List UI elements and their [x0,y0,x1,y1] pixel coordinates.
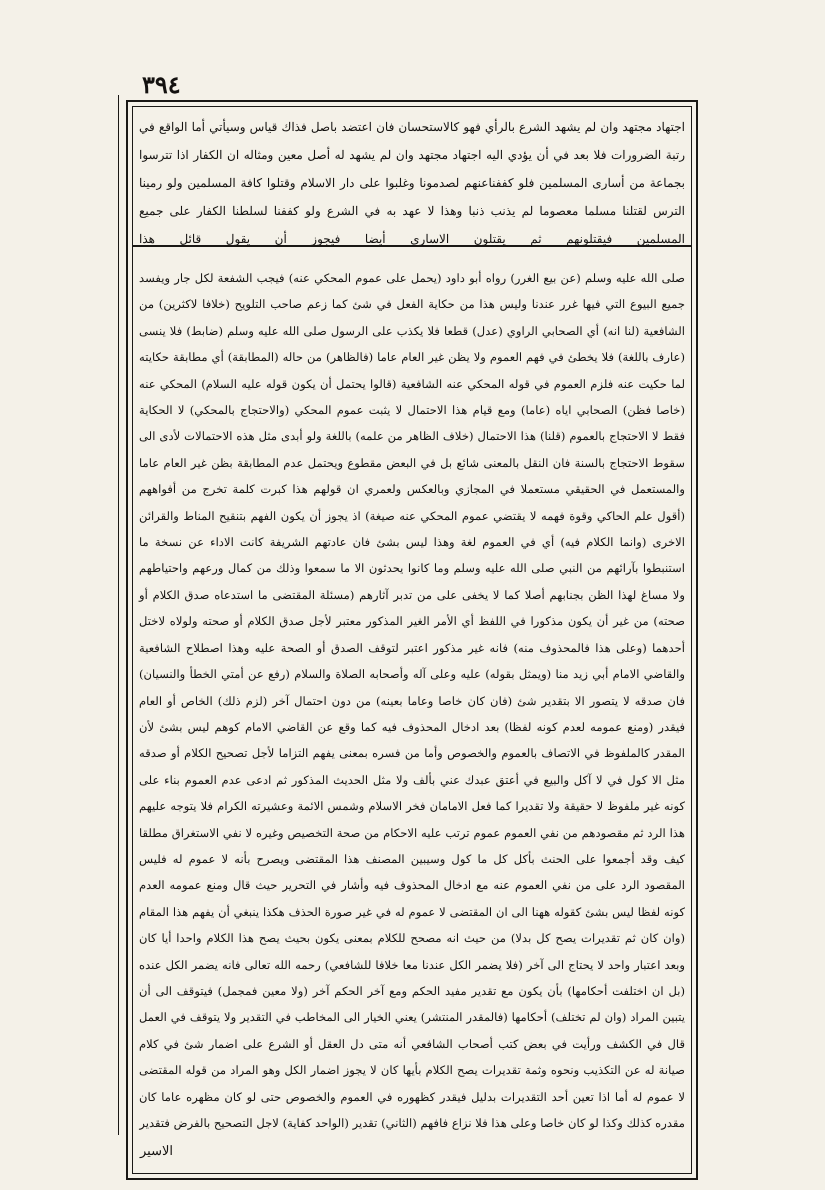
margin-commentary: اجتهاد مجتهد وان لم يشهد الشرع بالرأي فهو كالاستحسان فان اعتضد باصل فذاك قياس وسيأتي أما الواقع في رتبة الضرورات فلا بعد في أن يؤدي اليه اجتهاد مجتهد وان لم يشهد له أصل معين ومثاله ان الكفار اذا تترسوا بجماعة من أسارى المسلمين فلو كففناعنهم لصدمونا وغلبوا على دار الاسلام وقتلوا كافة المسلمين ولو رمينا الترس لقتلنا مسلما معصوما لم يذنب ذنبا وهذا لا عهد به في الشرع ولو كففنا لسلطنا الكفار على جميع المسلمين فيقتلونهم ثم يقتلون الاسارى أيضا فيجوز أن يقول قائل هذا [133,107,691,247]
main-text-body [133,247,691,1162]
main-text-paragraph: صلى الله عليه وسلم (عن بيع الغرر) رواه أبو داود (يحمل على عموم المحكي عنه) فيجب الشفعة لكل جار ويفسد جميع البيوع التي فيها غرر عندنا وليس هذا من حكاية الفعل في شئ كما زعم صاحب التلويح (خلافا لاكثرين) من الشافعية (لنا انه) أي الصحابي الراوي (عدل) قطعا فلا يكذب على الرسول صلى الله عليه وسلم (ضابط) فلا ينسى (عارف باللغة) فلا يخطئ في فهم العموم ولا يظن غير العام عاما (فالظاهر) من حاله (المطابقة) أي مطابقة حكايته لما حكيت عنه فلزم العموم في قوله المحكي عنه الشافعية (قالوا يحتمل أن يكون قوله عليه السلام) المحكي عنه (خاصا فظن) الصحابي اياه (عاما) ومع قيام هذا الاحتمال لا يثبت عموم المحكي (والاحتجاج بالمحكي) لا الحكاية فقط لا الاحتجاج بالعموم (قلنا) هذا الاحتمال (خلاف الظاهر من علمه) باللغة ولو أبدى مثل هذه الاحتمالات لأدى الى سقوط الاحتجاج بالسنة فان النقل بالمعنى شائع بل في البعض مقطوع ويحتمل عدم المطابقة بظن غير العام عاما والمستعمل في الحقيقي مستعملا في المجازي وبالعكس ولعمري ان قولهم هذا كبرت كلمة تخرج من أفواههم (أقول علم الحاكي وقوة فهمه لا يقتضي عموم المحكي عنه صيغة) اذ يجوز أن يكون الفهم بتنقيح المناط والقرائن الاخرى (وانما الكلام فيه) أي في العموم لغة وهذا ليس بشئ فان عادتهم الشريفة كانت الاداء عن نسخة ما استنبطوا بآرائهم من النبي صلى الله عليه وسلم وما كانوا يحدثون الا ما سمعوا وذلك من كمال ورعهم واحتياطهم ولا مساغ لهذا الظن بجنابهم أصلا كما لا يخفى على من تدبر آثارهم (مسئلة المقتضى ما استدعاه صدق الكلام أو صحته) من غير أن يكون مذكورا في اللفظ أي الأمر الغير المذكور معتبر لأجل صدق الكلام أو صحته ولولاه لاختل أحدهما (وعلى هذا فالمحذوف منه) فانه غير مذكور اعتبر لتوقف الصدق أو الصحة عليه وهذا اصطلاح الشافعية والقاضي الامام أبي زيد منا (ويمثل بقوله) عليه وعلى آله وأصحابه الصلاة والسلام (رفع عن أمتي الخطأ والنسيان) فان صدقه لا يتصور الا بتقدير شئ (فان كان خاصا وعاما بعينه) من دون احتمال آخر (لزم ذلك) الخاص أو العام فيقدر (ومنع عمومه لعدم كونه لفظا) بعد ادخال المحذوف فيه كما وقع عن القاضي الامام كوهم ليس بشئ لأن المقدر كالملفوظ في الاتصاف بالعموم والخصوص وأما من فسره بمعنى يفهم التزاما لأجل تصحيح الكلام أو صدقه مثل الا كول في لا آكل والبيع في أعتق عبدك عني بألف ولا مثل الحديث المذكور ثم ادعى عدم العموم بناء على كونه غير ملفوظ لا حقيقة ولا تقديرا كما فعل الامامان فخر الاسلام وشمس الائمة وعشيرته الكرام فلا يتوجه عليهم هذا الرد ثم مقصودهم من نفي العموم عموم ترتب عليه الاحكام من صحة التخصيص وغيره لا نفي الاستغراق مطلقا كيف وقد أجمعوا على الحنث بأكل كل ما كول وسيبين المصنف هذا المقتضى ويصرح بأنه لا عموم له فليس المقصود الرد على من نفي العموم عنه مع ادخال المحذوف فيه وأشار في التحرير حيث قال ومنع عمومه العدم كونه لفظا ليس بشئ كقوله ههنا الى ان المقتضى لا عموم له في غير صورة الحذف هكذا ينبغي أن يفهم هذا المقام (وان كان ثم تقديرات يصح كل بدلا) من حيث انه مصحح للكلام بمعنى يكون بحيث يصح هذا الكلام واحدا أيا كان وبعد اعتبار واحد لا يحتاج الى آخر (فلا يضمر الكل عندنا معا خلافا للشافعي) رحمه الله تعالى فانه يضمر الكل عنده (بل ان اختلفت أحكامها) بأن يكون مع تقدير مفيد الحكم ومع آخر الحكم آخر (ولا معين فمجمل) فيتوقف الى أن يتبين المراد (وان لم تختلف) أحكامها (فالمقدر المنتشر) يعني الخيار الى المخاطب في التقدير ولا يتوقف في العمل قال في الكشف ورأيت في بعض كتب أصحاب الشافعي أنه متى دل العقل أو الشرع على اضمار شئ في كلام صيانة له عن التكذيب ونحوه وثمة تقديرات يصح الكلام بأيها كان لا يجوز اضمار الكل وهو المراد من قوله المقتضى لا عموم له أما اذا تعين أحد التقديرات بدليل فيقدر كظهوره في العموم والخصوص حتى لو كان مظهره عاما كان مقدره كذلك وكذا لو كان خاصا وعلى هذا فلا نزاع فافهم (الثاني) تقدير (الواحد كفاية) لاجل التصحيح بالفرض فتقدير [139,271,685,1130]
page-frame [126,100,698,1180]
catchword: الاسير [140,1144,174,1159]
outer-margin-rule [118,95,119,1135]
page-frame-inner [132,106,692,1174]
page-number: ٣٩٤ [142,70,181,99]
